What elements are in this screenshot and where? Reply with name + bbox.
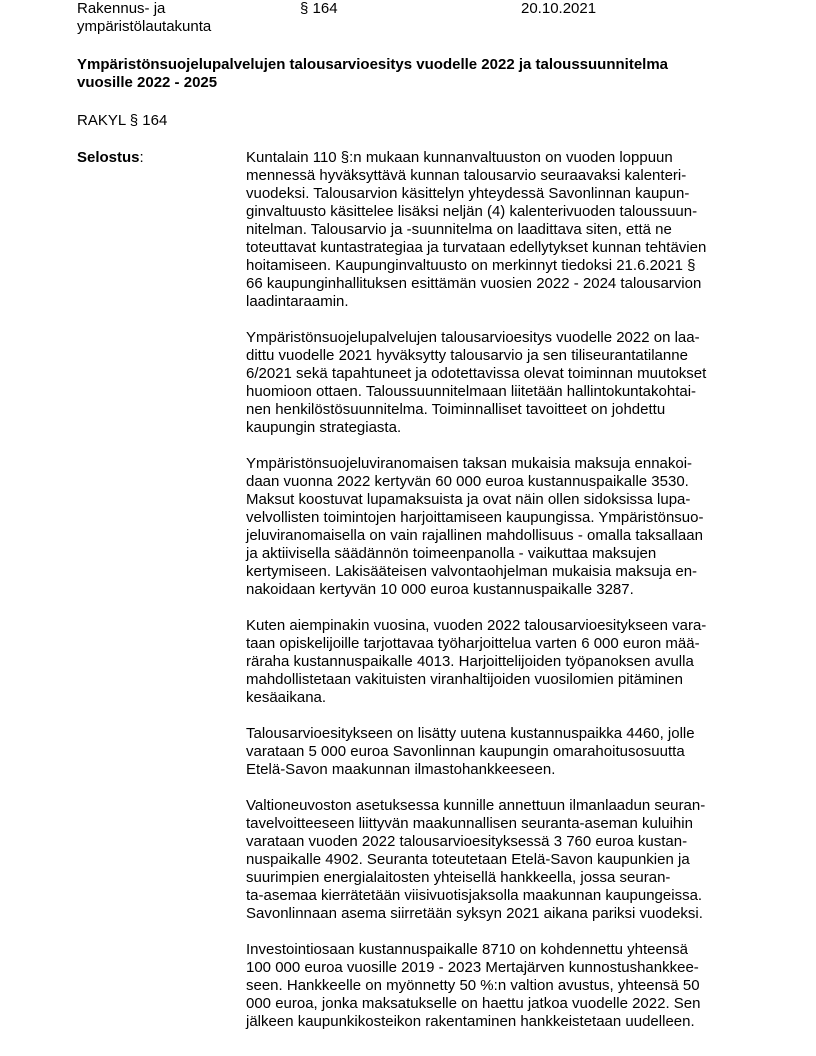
paragraph-line: Investointiosaan kustannuspaikalle 8710 on kohdennettu yhteensä [246, 941, 688, 958]
paragraph-line: toteuttavat kuntastrategiaa ja turvataan edellytykset kunnan tehtävien [246, 239, 707, 256]
paragraph-line: ta-asemaa kierrätetään viisivuotisjaksolla maakunnan kaupungeissa. [246, 887, 703, 904]
body-paragraph [246, 149, 746, 311]
paragraph-line: laadintaraamin. [246, 293, 349, 310]
paragraph-line: ja aktiivisella säädännön toimeenpanolla - vaikuttaa maksujen [246, 545, 657, 562]
paragraph-line: 100 000 euroa vuosille 2019 - 2023 Mertajärven kunnostushankkee- [246, 959, 699, 976]
paragraph-line: vuodeksi. Talousarvion käsittelyn yhteydessä Savonlinnan kaupun- [246, 185, 690, 202]
paragraph-line: kaupungin strategiasta. [246, 419, 402, 436]
paragraph-line: Ympäristönsuojeluviranomaisen taksan mukaisia maksuja ennakoi- [246, 455, 693, 472]
paragraph-line: dittu vuodelle 2021 hyväksytty talousarvio ja sen tiliseurantatilanne [246, 347, 688, 364]
paragraph-line: Maksut koostuvat lupamaksuista ja ovat näin ollen sidoksissa lupa- [246, 491, 691, 508]
section-reference: RAKYL § 164 [77, 112, 168, 129]
paragraph-line: Savonlinnaan asema siirretään syksyn 2021 aikana pariksi vuodeksi. [246, 905, 703, 922]
paragraph-line: kertymiseen. Lakisääteisen valvontaohjelman mukaisia maksuja en- [246, 563, 698, 580]
body-paragraph [246, 329, 746, 437]
paragraph-line: Etelä-Savon maakunnan ilmastohankkeeseen. [246, 761, 556, 778]
paragraph-line: suurimpien energialaitosten yhteisellä hankkeella, jossa seuran- [246, 869, 671, 886]
body-paragraph [246, 797, 746, 923]
paragraph-line: nuspaikalle 4902. Seuranta toteutetaan Etelä-Savon kaupunkien ja [246, 851, 690, 868]
paragraph-line: varataan 5 000 euroa Savonlinnan kaupungin omarahoitusosuutta [246, 743, 685, 760]
body-paragraph [246, 941, 746, 1031]
paragraph-line: räraha kustannuspaikalle 4013. Harjoittelijoiden työpanoksen avulla [246, 653, 694, 670]
paragraph-line: Ympäristönsuojelupalvelujen talousarvioesitys vuodelle 2022 on laa- [246, 329, 700, 346]
body-paragraph [246, 617, 746, 707]
selostus-label [77, 149, 144, 167]
body-text [246, 149, 746, 1049]
body-paragraph [246, 455, 746, 599]
paragraph-line: 66 kaupunginhallituksen esittämän vuosien 2022 - 2024 talousarvion [246, 275, 702, 292]
paragraph-line: jeluviranomaisella on vain rajallinen mahdollisuus - omalla taksallaan [246, 527, 703, 544]
paragraph-line: velvollisten toimintojen harjoittamiseen kaupungissa. Ympäristönsuo- [246, 509, 704, 526]
paragraph-line: seen. Hankkeelle on myönnetty 50 %:n valtion avustus, yhteensä 50 [246, 977, 700, 994]
document-title-line1: Ympäristönsuojelupalvelujen talousarvioesitys vuodelle 2022 ja taloussuunnitelma [77, 56, 669, 73]
paragraph-line: 6/2021 sekä tapahtuneet ja odotettavissa olevat toiminnan muutokset [246, 365, 707, 382]
paragraph-line: jälkeen kaupunkikosteikon rakentaminen hankkeistetaan uudelleen. [246, 1013, 695, 1030]
document-title-line2: vuosille 2022 - 2025 [77, 74, 218, 91]
paragraph-line: Valtioneuvoston asetuksessa kunnille annettuun ilmanlaadun seuran- [246, 797, 706, 814]
selostus-label-text: Selostus [77, 149, 140, 166]
paragraph-line: ginvaltuusto käsittelee lisäksi neljän (4) kalenterivuoden taloussuun- [246, 203, 698, 220]
body-paragraph [246, 725, 746, 779]
section-number: § 164 [300, 0, 338, 17]
paragraph-line: taan opiskelijoille tarjottavaa työharjoittelua varten 6 000 euron mää- [246, 635, 700, 652]
paragraph-line: mennessä hyväksyttävä kunnan talousarvio seuraavaksi kalenteri- [246, 167, 687, 184]
paragraph-line: nakoidaan kertyvän 10 000 euroa kustannuspaikalle 3287. [246, 581, 634, 598]
paragraph-line: huomioon ottaen. Taloussuunnitelmaan liitetään hallintokuntakohtai- [246, 383, 697, 400]
paragraph-line: varataan vuoden 2022 talousarvioesityksessä 3 760 euroa kustan- [246, 833, 688, 850]
paragraph-line: daan vuonna 2022 kertyvän 60 000 euroa kustannuspaikalle 3530. [246, 473, 689, 490]
paragraph-line: Kuntalain 110 §:n mukaan kunnanvaltuuston on vuoden loppuun [246, 149, 673, 166]
meeting-date: 20.10.2021 [521, 0, 597, 17]
paragraph-line: nitelman. Talousarvio ja -suunnitelma on laadittava siten, että ne [246, 221, 672, 238]
document-title [77, 56, 757, 92]
paragraph-line: 000 euroa, jonka maksatukselle on haettu jatkoa vuodelle 2022. Sen [246, 995, 701, 1012]
committee-name-line1: Rakennus- ja [77, 0, 166, 17]
paragraph-line: nen henkilöstösuunnitelma. Toiminnalliset tavoitteet on johdettu [246, 401, 666, 418]
paragraph-line: tavelvoitteeseen liittyvän maakunnallisen seuranta-aseman kuluihin [246, 815, 693, 832]
paragraph-line: hoitamiseen. Kaupunginvaltuusto on merkinnyt tiedoksi 21.6.2021 § [246, 257, 696, 274]
paragraph-line: kesäaikana. [246, 689, 327, 706]
selostus-label-colon: : [139, 149, 144, 166]
committee-name [77, 0, 247, 36]
paragraph-line: Kuten aiempinakin vuosina, vuoden 2022 talousarvioesitykseen vara- [246, 617, 707, 634]
paragraph-line: mahdollistetaan vakituisten viranhaltijoiden vuosilomien pitäminen [246, 671, 683, 688]
committee-name-line2: ympäristölautakunta [77, 18, 212, 35]
paragraph-line: Talousarvioesitykseen on lisätty uutena kustannuspaikka 4460, jolle [246, 725, 695, 742]
